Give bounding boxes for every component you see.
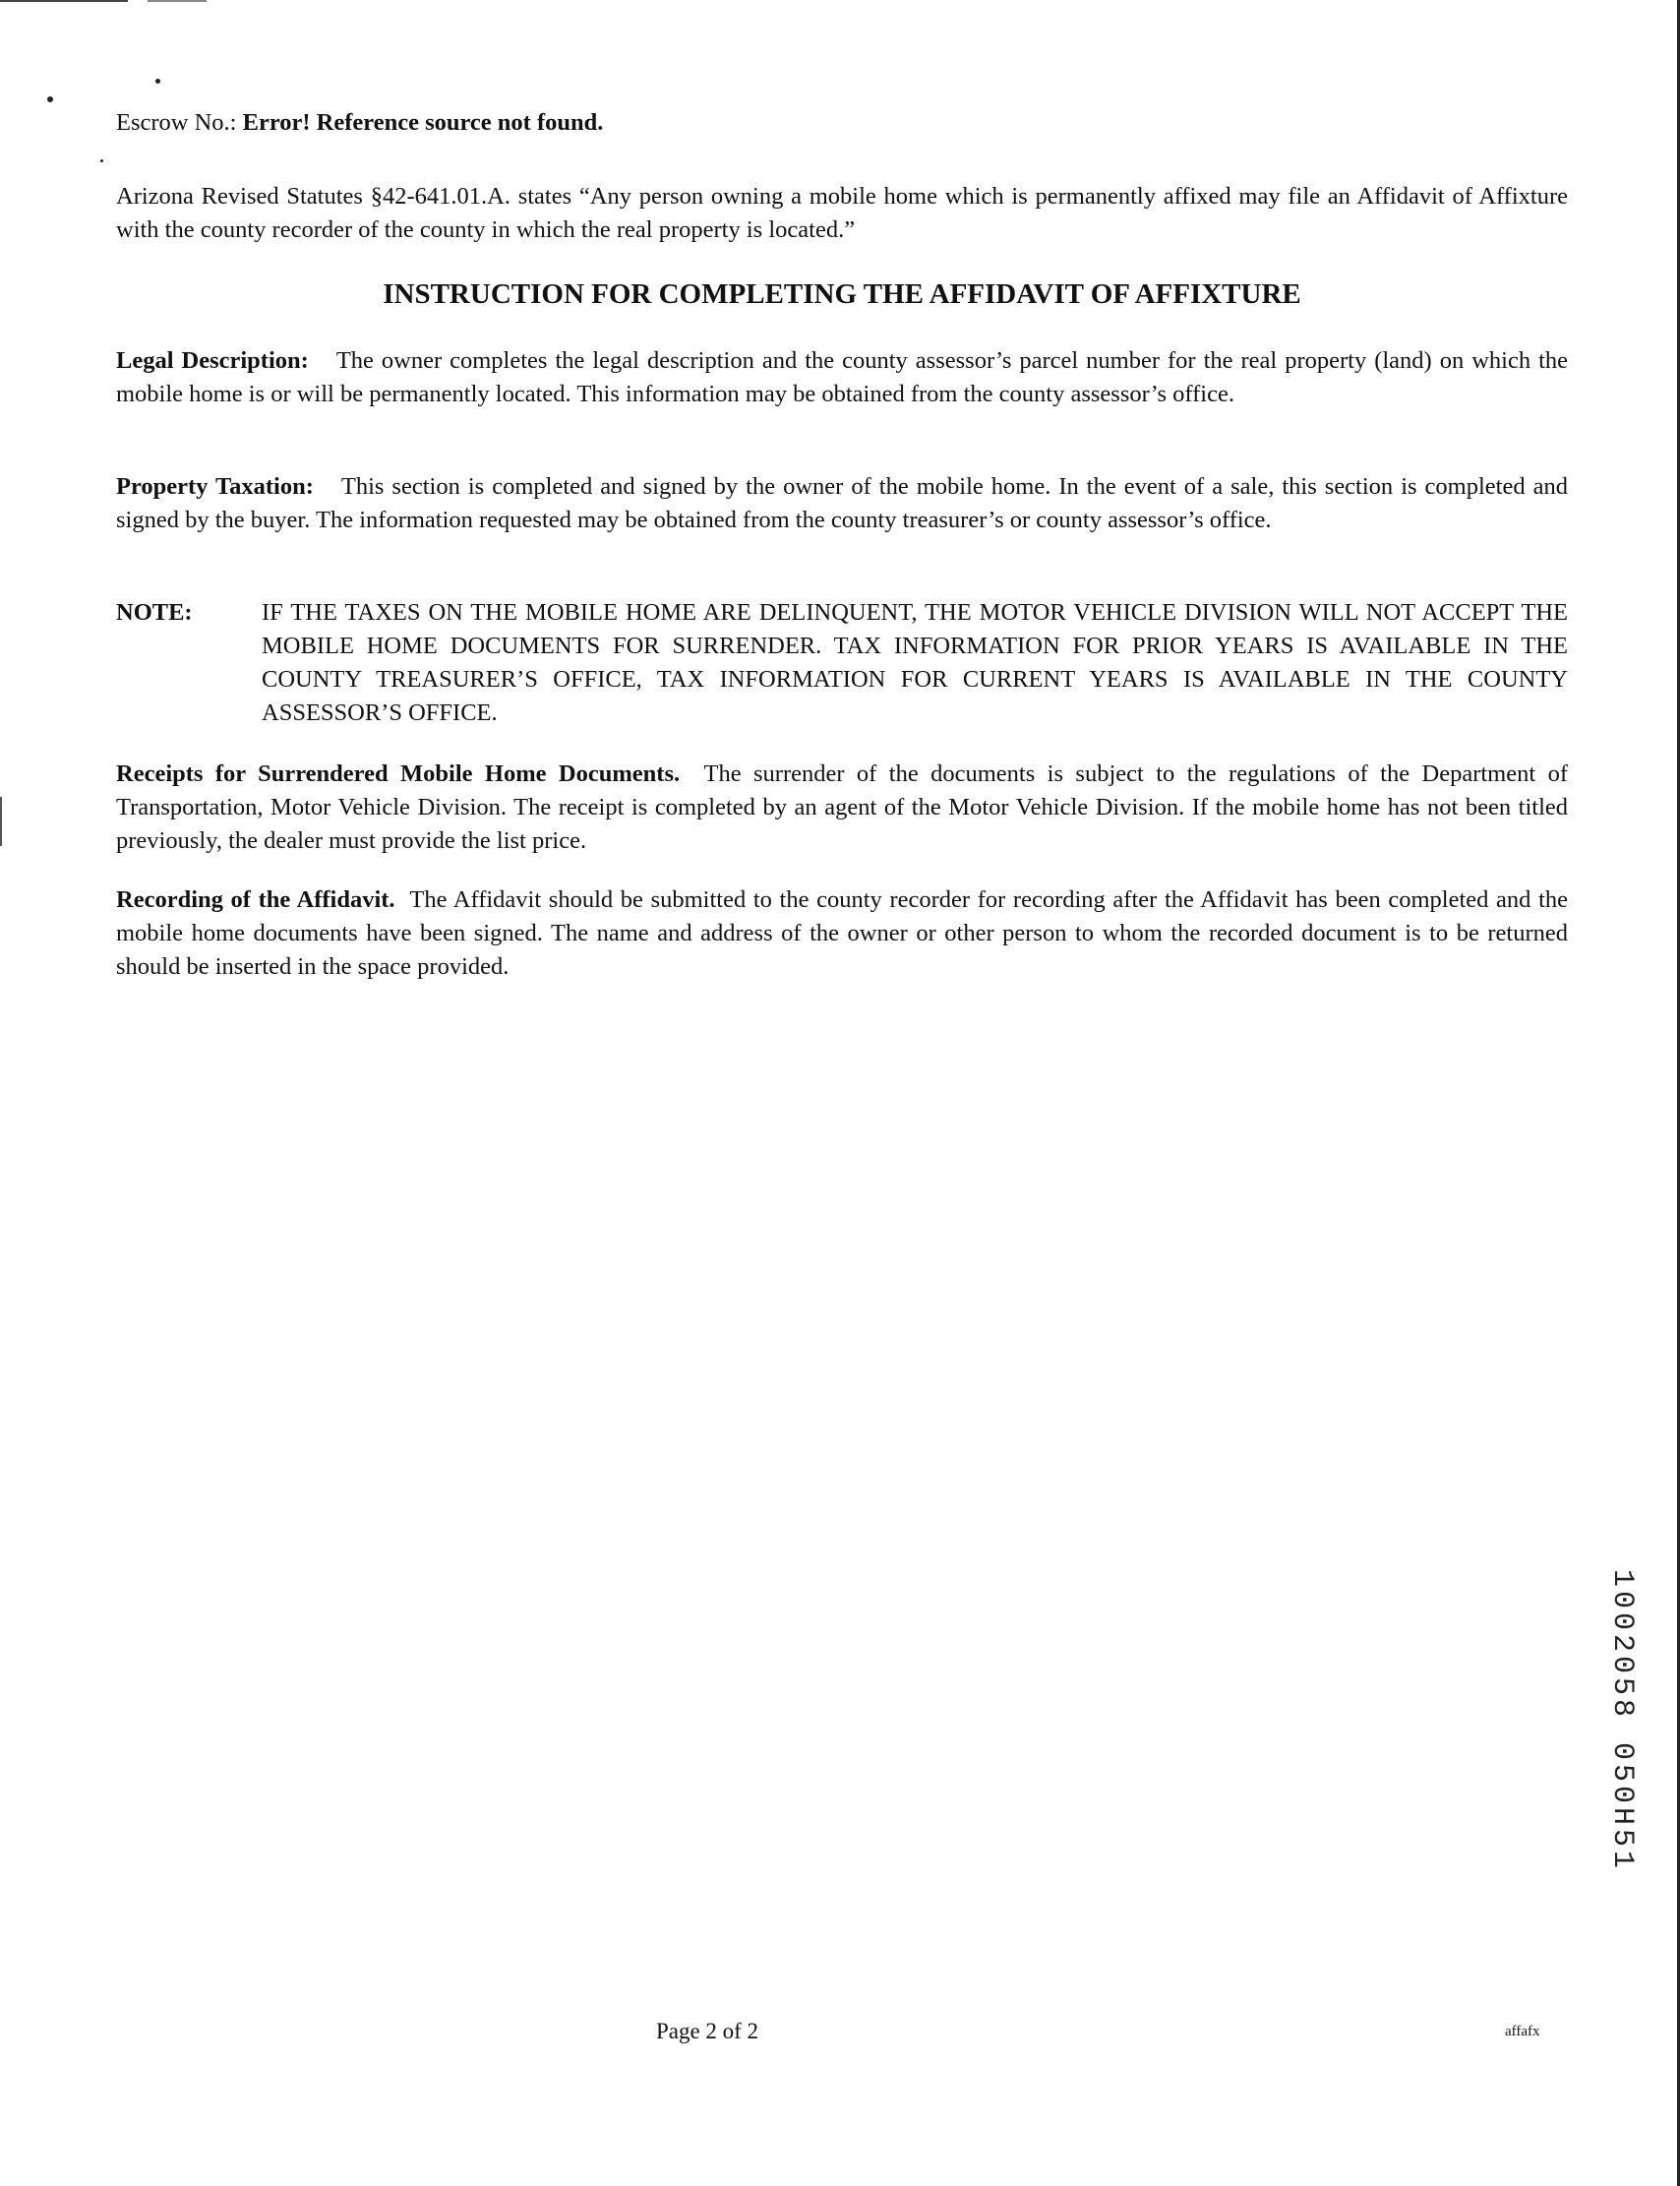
- note-label: NOTE:: [116, 599, 193, 626]
- escrow-value: Error! Reference source not found.: [242, 109, 604, 136]
- recording-section: [116, 883, 1568, 984]
- page-number: Page 2 of 2: [655, 2019, 759, 2043]
- legal-description-text: The owner completes the legal description and the county assessor’s parcel number for the real property (land) on which the mobile home is or will be permanently located. This information may be obtained from the county assessor’s office.: [116, 347, 1568, 407]
- scan-artifact-top-2: [148, 0, 207, 2]
- recording-text: The Affidavit should be submitted to the county recorder for recording after the Affidavit has been completed and the mobile home documents have been signed. The name and address of the owner or other person to whom the recorded document is to be returned should be inserted in the space provided.: [116, 886, 1569, 980]
- intro-paragraph: Arizona Revised Statutes §42-641.01.A. states “Any person owning a mobile home which is permanently affixed may file an Affidavit of Affixture with the county recorder of the county in which the real property is located.”: [116, 183, 1568, 243]
- receipts-label: Receipts for Surrendered Mobile Home Documents.: [116, 760, 681, 787]
- page-title: INSTRUCTION FOR COMPLETING THE AFFIDAVIT OF AFFIXTURE: [383, 278, 1301, 310]
- scan-artifact-left: [0, 797, 2, 846]
- scan-speck: [47, 96, 53, 102]
- scan-speck: [100, 159, 103, 162]
- note-text: IF THE TAXES ON THE MOBILE HOME ARE DELINQUENT, THE MOTOR VEHICLE DIVISION WILL NOT ACCEPT THE MOBILE HOME DOCUMENTS FOR SURRENDER. TAX INFORMATION FOR PRIOR YEARS IS AVAILABLE IN THE COUNTY TREASURER’S OFFICE, TAX INFORMATION FOR CURRENT YEARS IS AVAILABLE IN THE COUNTY ASSESSOR’S OFFICE.: [262, 599, 1568, 726]
- receipts-section: [116, 758, 1568, 858]
- scan-artifact-top: [0, 0, 128, 2]
- note-section: [116, 596, 1568, 730]
- property-taxation-section: [116, 470, 1568, 537]
- recording-stamp-text: 1002058 050H51: [1605, 1568, 1639, 1873]
- property-taxation-text: This section is completed and signed by the owner of the mobile home. In the event of a sale, this section is completed and signed by the buyer. The information requested may be obtained from the county treasurer’s or county assessor’s office.: [116, 473, 1568, 533]
- escrow-line: [116, 106, 1568, 140]
- receipts-text: The surrender of the documents is subject to the regulations of the Department of Transportation, Motor Vehicle Division. The receipt is completed by an agent of the Motor Vehicle Division. If the mobile home has not been titled previously, the dealer must provide the list price.: [116, 760, 1568, 854]
- legal-description-label: Legal Description:: [116, 347, 309, 374]
- recording-stamp: [1602, 1568, 1642, 1873]
- recording-label: Recording of the Affidavit.: [116, 886, 395, 913]
- escrow-label: Escrow No.:: [116, 109, 237, 136]
- property-taxation-label: Property Taxation:: [116, 473, 314, 500]
- scan-speck: [155, 79, 160, 84]
- legal-description-section: [116, 344, 1568, 411]
- form-code: affafx: [1505, 2024, 1540, 2039]
